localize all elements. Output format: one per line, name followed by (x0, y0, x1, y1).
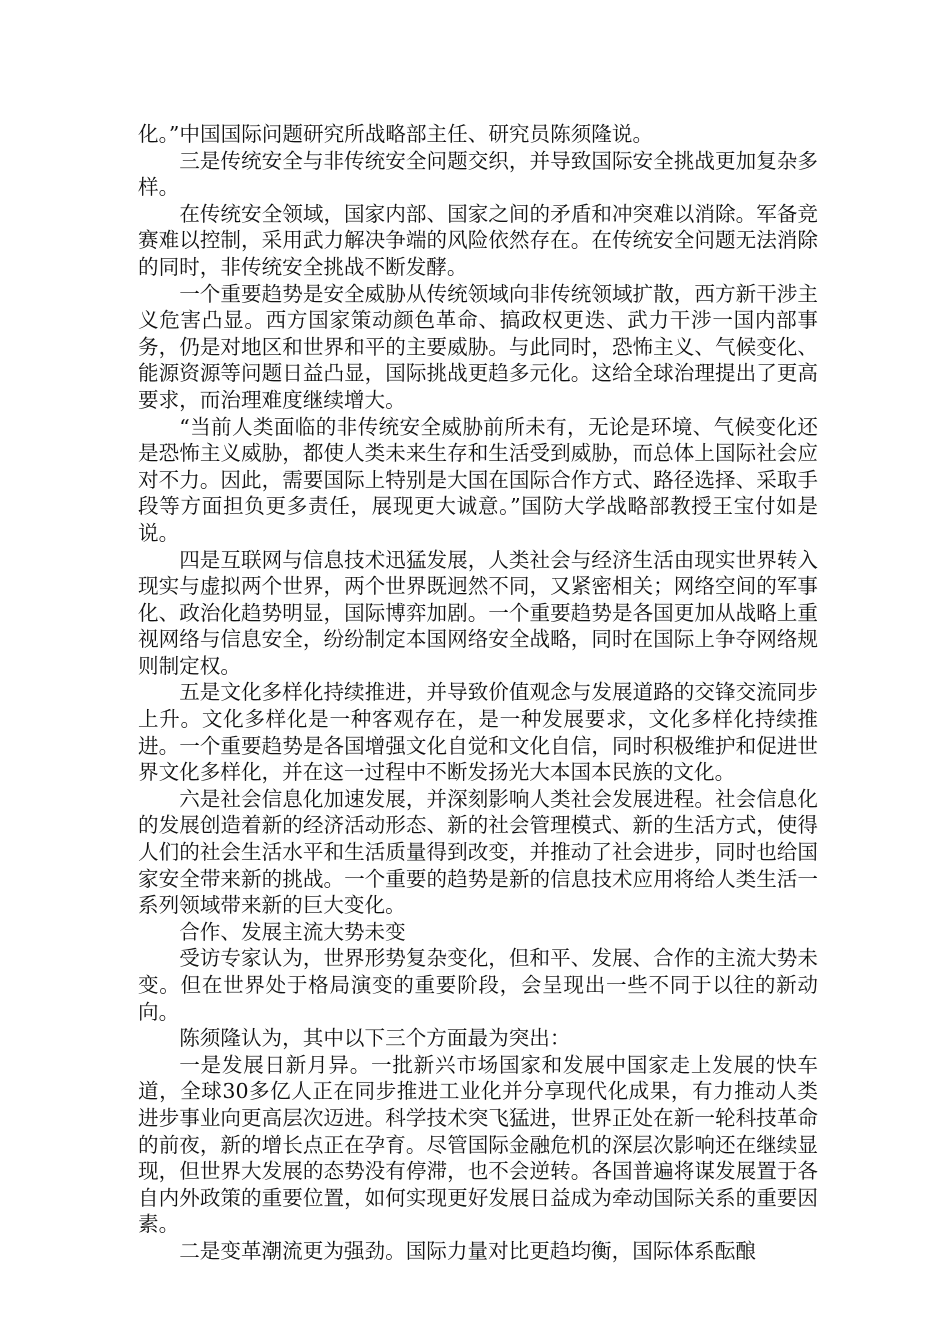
paragraph: 化。”中国国际问题研究所战略部主任、研究员陈须隆说。 (138, 122, 654, 146)
paragraph: 一个重要趋势是安全威胁从传统领域向非传统领域扩散，西方新干涉主义危害凸显。西方国家策动颜色革命、搞政权更迭、武力干涉一国内部事务，仍是对地区和世界和平的主要威胁。与此同时，恐怖主义、气候变化、能源资源等问题日益凸显，国际挑战更趋多元化。这给全球治理提出了更高要求，而治理难度继续增大。 (138, 281, 818, 412)
paragraph: 二是变革潮流更为强劲。国际力量对比更趋均衡，国际体系酝酿 (179, 1238, 756, 1263)
section-heading: 合作、发展主流大势未变 (179, 919, 406, 944)
paragraph: 四是互联网与信息技术迅猛发展，人类社会与经济生活由现实世界转入现实与虚拟两个世界，两个世界既迥然不同，又紧密相关；网络空间的军事化、政治化趋势明显，国际博弈加剧。一个重要趋势是各国更加从战略上重视网络与信息安全，纷纷制定本国网络安全战略，同时在国际上争夺网络规则制定权。 (138, 547, 818, 678)
paragraph: 六是社会信息化加速发展，并深刻影响人类社会发展进程。社会信息化的发展创造着新的经济活动形态、新的社会管理模式、新的生活方式，使得人们的社会生活水平和生活质量得到改变，并推动了社会进步，同时也给国家安全带来新的挑战。一个重要的趋势是新的信息技术应用将给人类生活一系列领域带来新的巨大变化。 (138, 786, 818, 918)
paragraph: 陈须隆认为，其中以下三个方面最为突出： (179, 1026, 571, 1051)
paragraph: 在传统安全领域，国家内部、国家之间的矛盾和冲突难以消除。军备竞赛难以控制，采用武力解决争端的风险依然存在。在传统安全问题无法消除的同时，非传统安全挑战不断发酵。 (138, 201, 818, 279)
paragraph: 三是传统安全与非传统安全问题交织，并导致国际安全挑战更加复杂多样。 (138, 148, 818, 200)
document-body (138, 121, 818, 1265)
paragraph-quote: “当前人类面临的非传统安全威胁前所未有，无论是环境、气候变化还是恐怖主义威胁，都使人类未来生存和生活受到威胁，而总体上国际社会应对不力。因此，需要国际上特别是大国在国际合作方式、路径选择、采取手段等方面担负更多责任，展现更大诚意。”国防大学战略部教授王宝付如是说。 (138, 414, 818, 545)
paragraph: 五是文化多样化持续推进，并导致价值观念与发展道路的交锋交流同步上升。文化多样化是一种客观存在，是一种发展要求，文化多样化持续推进。一个重要趋势是各国增强文化自觉和文化自信，同时积极维护和促进世界文化多样化，并在这一过程中不断发扬光大本国本民族的文化。 (138, 680, 818, 785)
paragraph: 受访专家认为，世界形势复杂变化，但和平、发展、合作的主流大势未变。但在世界处于格局演变的重要阶段，会呈现出一些不同于以往的新动向。 (138, 946, 818, 1024)
paragraph: 一是发展日新月异。一批新兴市场国家和发展中国家走上发展的快车道，全球30多亿人正在同步推进工业化并分享现代化成果，有力推动人类进步事业向更高层次迈进。科学技术突飞猛进，世界正处在新一轮科技革命的前夜，新的增长点正在孕育。尽管国际金融危机的深层次影响还在继续显现，但世界大发展的态势没有停滞，也不会逆转。各国普遍将谋发展置于各自内外政策的重要位置，如何实现更好发展日益成为牵动国际关系的重要因素。 (138, 1052, 818, 1237)
